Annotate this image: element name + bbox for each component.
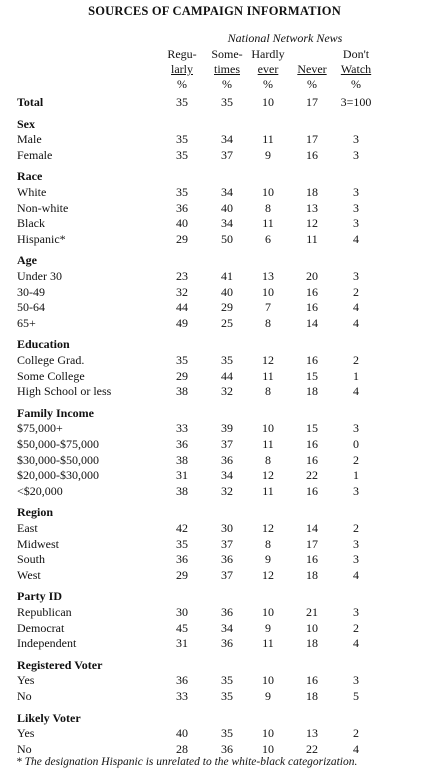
cell-value: 11 <box>262 368 274 383</box>
table-row <box>0 184 429 200</box>
cell-value: 3 <box>353 483 359 498</box>
cell-value: 10 <box>262 95 274 109</box>
cell-value: 35 <box>221 673 233 688</box>
section-header <box>0 504 429 520</box>
table-row <box>0 536 429 552</box>
column-unit: % <box>351 77 361 91</box>
cell-value: 16 <box>306 552 318 567</box>
table-row <box>0 268 429 284</box>
cell-value: 32 <box>221 384 233 399</box>
row-label: No <box>17 741 32 756</box>
cell-value: 36 <box>221 741 233 756</box>
cell-value: 3 <box>353 200 359 215</box>
row-label: High School or less <box>17 384 112 399</box>
table-row <box>0 147 429 163</box>
cell-value: 11 <box>262 216 274 231</box>
cell-value: 40 <box>176 726 188 741</box>
cell-value: 42 <box>176 521 188 535</box>
cell-value: 8 <box>265 200 271 215</box>
row-label: Education <box>17 337 70 352</box>
cell-value: 22 <box>306 468 318 483</box>
cell-value: 20 <box>306 269 318 283</box>
cell-value: 10 <box>306 620 318 635</box>
cell-value: 8 <box>265 452 271 467</box>
column-unit: % <box>263 77 273 91</box>
cell-value: 11 <box>262 437 274 451</box>
cell-value: 7 <box>265 300 271 315</box>
cell-value: 6 <box>265 231 271 246</box>
cell-value: 45 <box>176 620 188 635</box>
cell-value: 10 <box>262 726 274 741</box>
cell-value: 16 <box>306 284 318 299</box>
row-label: Democrat <box>17 620 65 635</box>
cell-value: 16 <box>306 300 318 315</box>
cell-value: 17 <box>306 132 318 147</box>
cell-value: 35 <box>176 185 188 199</box>
table-row <box>0 352 429 368</box>
cell-value: 4 <box>353 636 359 651</box>
cell-value: 18 <box>306 689 318 703</box>
table-row <box>0 567 429 583</box>
row-label: Party ID <box>17 589 62 604</box>
cell-value: 35 <box>176 536 188 551</box>
cell-value: 11 <box>306 231 318 246</box>
cell-value: 3 <box>353 605 359 619</box>
row-label: No <box>17 689 32 703</box>
cell-value: 12 <box>262 521 274 535</box>
cell-value: 35 <box>176 95 188 109</box>
table-row <box>0 620 429 636</box>
row-label: 65+ <box>17 315 36 330</box>
cell-value: 37 <box>221 147 233 162</box>
row-label: Independent <box>17 636 77 651</box>
cell-value: 10 <box>262 284 274 299</box>
row-label: Sex <box>17 116 35 131</box>
cell-value: 29 <box>176 567 188 582</box>
column-header-line1: Some- <box>211 47 243 61</box>
column-header <box>336 47 376 92</box>
table-row <box>0 315 429 331</box>
column-header-line1: Regu- <box>167 47 197 61</box>
cell-value: 31 <box>176 468 188 483</box>
section-header <box>0 116 429 132</box>
cell-value: 40 <box>221 284 233 299</box>
cell-value: 4 <box>353 741 359 756</box>
cell-value: 3 <box>353 421 359 436</box>
row-label: East <box>17 521 38 535</box>
row-label: Hispanic* <box>17 231 66 246</box>
row-label: $75,000+ <box>17 421 63 436</box>
cell-value: 8 <box>265 384 271 399</box>
row-label: Female <box>17 147 53 162</box>
cell-value: 3 <box>353 216 359 231</box>
cell-value: 36 <box>221 452 233 467</box>
cell-value: 31 <box>176 636 188 651</box>
row-label: Yes <box>17 673 35 688</box>
table-row <box>0 551 429 567</box>
cell-value: 17 <box>306 536 318 551</box>
cell-value: 37 <box>221 536 233 551</box>
cell-value: 32 <box>221 483 233 498</box>
cell-value: 15 <box>306 368 318 383</box>
section-header <box>0 588 429 604</box>
cell-value: 3 <box>353 185 359 199</box>
cell-value: 22 <box>306 741 318 756</box>
table-row <box>0 520 429 536</box>
cell-value: 35 <box>176 147 188 162</box>
cell-value: 33 <box>176 421 188 436</box>
cell-value: 16 <box>306 483 318 498</box>
column-header <box>292 47 332 92</box>
row-label: West <box>17 567 41 582</box>
row-label: $50,000-$75,000 <box>17 437 99 451</box>
cell-value: 10 <box>262 185 274 199</box>
cell-value: 18 <box>306 567 318 582</box>
table-row <box>0 436 429 452</box>
cell-value: 3 <box>353 269 359 283</box>
cell-value: 35 <box>176 132 188 147</box>
row-label: Family Income <box>17 405 94 420</box>
row-label: Republican <box>17 605 72 619</box>
row-label: Non-white <box>17 200 69 215</box>
cell-value: 3 <box>353 536 359 551</box>
table-row <box>0 215 429 231</box>
cell-value: 2 <box>353 353 359 367</box>
cell-value: 38 <box>176 452 188 467</box>
row-label: Registered Voter <box>17 657 103 672</box>
table-row <box>0 131 429 147</box>
cell-value: 18 <box>306 636 318 651</box>
cell-value: 10 <box>262 421 274 436</box>
row-label: <$20,000 <box>17 483 63 498</box>
cell-value: 16 <box>306 452 318 467</box>
row-label: Age <box>17 253 37 268</box>
cell-value: 10 <box>262 741 274 756</box>
cell-value: 25 <box>221 315 233 330</box>
cell-value: 34 <box>221 620 233 635</box>
cell-value: 8 <box>265 536 271 551</box>
cell-value: 38 <box>176 384 188 399</box>
cell-value: 44 <box>176 300 188 315</box>
cell-value: 35 <box>221 689 233 703</box>
cell-value: 8 <box>265 315 271 330</box>
row-label: College Grad. <box>17 353 85 367</box>
cell-value: 23 <box>176 269 188 283</box>
row-label: Black <box>17 216 45 231</box>
cell-value: 35 <box>221 726 233 741</box>
cell-value: 16 <box>306 673 318 688</box>
table-row <box>0 483 429 499</box>
cell-value: 36 <box>221 552 233 567</box>
cell-value: 16 <box>306 353 318 367</box>
column-header-line2: times <box>214 62 240 76</box>
column-unit: % <box>177 77 187 91</box>
cell-value: 29 <box>176 368 188 383</box>
row-label: Some College <box>17 368 85 383</box>
cell-value: 44 <box>221 368 233 383</box>
cell-value: 9 <box>265 147 271 162</box>
cell-value: 2 <box>353 284 359 299</box>
column-header <box>162 47 202 92</box>
cell-value: 14 <box>306 521 318 535</box>
row-label: South <box>17 552 46 567</box>
cell-value: 11 <box>262 483 274 498</box>
cell-value: 29 <box>221 300 233 315</box>
row-label: Likely Voter <box>17 710 81 725</box>
table-row <box>0 383 429 399</box>
cell-value: 39 <box>221 421 233 436</box>
cell-value: 14 <box>306 315 318 330</box>
cell-value: 34 <box>221 216 233 231</box>
cell-value: 17 <box>306 95 318 109</box>
cell-value: 0 <box>353 437 359 451</box>
section-header <box>0 168 429 184</box>
cell-value: 10 <box>262 673 274 688</box>
cell-value: 36 <box>221 636 233 651</box>
cell-value: 3=100 <box>340 95 372 109</box>
column-header <box>248 47 288 92</box>
section-header <box>0 657 429 673</box>
cell-value: 3 <box>353 673 359 688</box>
cell-value: 13 <box>306 726 318 741</box>
cell-value: 37 <box>221 567 233 582</box>
table-row <box>0 672 429 688</box>
cell-value: 49 <box>176 315 188 330</box>
cell-value: 40 <box>176 216 188 231</box>
cell-value: 4 <box>353 300 359 315</box>
cell-value: 2 <box>353 452 359 467</box>
cell-value: 9 <box>265 620 271 635</box>
column-header-line2: Watch <box>340 62 372 76</box>
cell-value: 32 <box>176 284 188 299</box>
cell-value: 4 <box>353 567 359 582</box>
cell-value: 4 <box>353 231 359 246</box>
cell-value: 30 <box>176 605 188 619</box>
table-row <box>0 725 429 741</box>
row-label: 50-64 <box>17 300 45 315</box>
row-label: 30-49 <box>17 284 45 299</box>
cell-value: 34 <box>221 185 233 199</box>
cell-value: 34 <box>221 132 233 147</box>
table-row <box>0 741 429 757</box>
column-header-line1: Hardly <box>251 47 285 61</box>
section-header <box>0 710 429 726</box>
table-row <box>0 299 429 315</box>
cell-value: 1 <box>353 368 359 383</box>
total-row <box>0 94 429 110</box>
cell-value: 33 <box>176 689 188 703</box>
cell-value: 36 <box>221 605 233 619</box>
cell-value: 34 <box>221 468 233 483</box>
section-header <box>0 405 429 421</box>
table-row <box>0 284 429 300</box>
column-header-line2: larly <box>171 62 193 76</box>
column-header-line2: ever <box>257 62 279 76</box>
cell-value: 40 <box>221 200 233 215</box>
cell-value: 3 <box>353 132 359 147</box>
column-group-title: National Network News <box>227 31 343 45</box>
row-label: Region <box>17 505 53 520</box>
cell-value: 12 <box>262 353 274 367</box>
cell-value: 15 <box>306 421 318 436</box>
cell-value: 12 <box>306 216 318 231</box>
cell-value: 4 <box>353 384 359 399</box>
cell-value: 18 <box>306 185 318 199</box>
row-label: Race <box>17 169 43 184</box>
row-label: Total <box>17 95 44 109</box>
cell-value: 50 <box>221 231 233 246</box>
cell-value: 13 <box>306 200 318 215</box>
column-header-line1 <box>292 47 332 62</box>
cell-value: 30 <box>221 521 233 535</box>
cell-value: 4 <box>353 315 359 330</box>
row-label: Under 30 <box>17 269 62 283</box>
column-header-line2: Never <box>297 62 327 76</box>
cell-value: 3 <box>353 147 359 162</box>
row-label: Yes <box>17 726 35 741</box>
section-header <box>0 336 429 352</box>
cell-value: 37 <box>221 437 233 451</box>
table-row <box>0 231 429 247</box>
column-header <box>207 47 247 92</box>
table-row <box>0 467 429 483</box>
column-header-line1: Don't <box>342 47 370 61</box>
cell-value: 35 <box>176 353 188 367</box>
cell-value: 41 <box>221 269 233 283</box>
cell-value: 10 <box>262 605 274 619</box>
section-header <box>0 252 429 268</box>
cell-value: 2 <box>353 521 359 535</box>
cell-value: 36 <box>176 673 188 688</box>
column-unit: % <box>222 77 232 91</box>
cell-value: 38 <box>176 483 188 498</box>
cell-value: 21 <box>306 605 318 619</box>
cell-value: 36 <box>176 552 188 567</box>
cell-value: 28 <box>176 741 188 756</box>
cell-value: 2 <box>353 620 359 635</box>
cell-value: 1 <box>353 468 359 483</box>
cell-value: 35 <box>221 95 233 109</box>
row-label: $20,000-$30,000 <box>17 468 99 483</box>
row-label: $30,000-$50,000 <box>17 452 99 467</box>
table-row <box>0 635 429 651</box>
cell-value: 11 <box>262 636 274 651</box>
table-row <box>0 604 429 620</box>
row-label: Male <box>17 132 42 147</box>
cell-value: 36 <box>176 437 188 451</box>
cell-value: 9 <box>265 552 271 567</box>
cell-value: 12 <box>262 567 274 582</box>
row-label: Midwest <box>17 536 59 551</box>
footnote: * The designation Hispanic is unrelated to the white-black categorization. <box>16 756 358 768</box>
cell-value: 3 <box>353 552 359 567</box>
cell-value: 9 <box>265 689 271 703</box>
cell-value: 36 <box>176 200 188 215</box>
cell-value: 12 <box>262 468 274 483</box>
cell-value: 18 <box>306 384 318 399</box>
table-row <box>0 688 429 704</box>
cell-value: 11 <box>262 132 274 147</box>
table-row <box>0 200 429 216</box>
table-row <box>0 452 429 468</box>
cell-value: 35 <box>221 353 233 367</box>
cell-value: 29 <box>176 231 188 246</box>
page-title: SOURCES OF CAMPAIGN INFORMATION <box>88 4 341 18</box>
column-unit: % <box>307 77 317 91</box>
cell-value: 5 <box>353 689 359 703</box>
table-row <box>0 368 429 384</box>
cell-value: 16 <box>306 147 318 162</box>
row-label: White <box>17 185 47 199</box>
cell-value: 2 <box>353 726 359 741</box>
cell-value: 13 <box>262 269 274 283</box>
cell-value: 16 <box>306 437 318 451</box>
table-row <box>0 420 429 436</box>
